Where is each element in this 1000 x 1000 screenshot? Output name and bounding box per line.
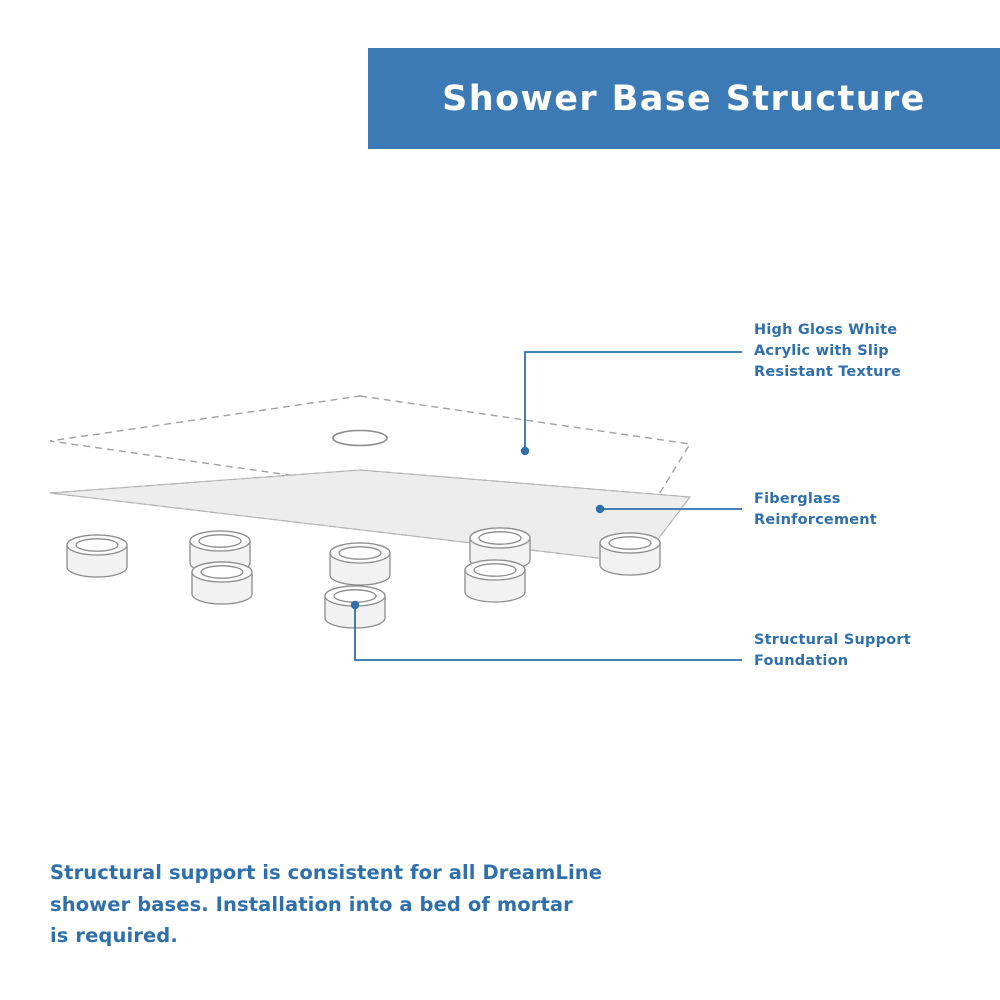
support-ring [600, 533, 660, 575]
callout-line: Structural Support [754, 632, 911, 648]
callout-line: Fiberglass [754, 491, 841, 507]
callout-line: Foundation [754, 653, 849, 670]
callout-line: Acrylic with Slip [754, 343, 889, 360]
callout-line: High Gloss White [754, 322, 898, 338]
callout-acrylic-surface [754, 320, 954, 383]
leader-dot-support [351, 601, 359, 609]
footnote [50, 857, 690, 952]
footnote-line: is required. [50, 924, 178, 948]
leader-line-support [355, 605, 742, 660]
drain-ellipse [333, 431, 387, 446]
callout-support-foundation [754, 630, 964, 672]
callout-line: Resistant Texture [754, 364, 902, 381]
support-ring [465, 560, 525, 602]
support-ring [330, 543, 390, 585]
leader-dot-fiberglass [596, 505, 604, 513]
callout-line: Reinforcement [754, 512, 877, 529]
footnote-line: Structural support is consistent for all DreamLine [50, 861, 603, 884]
support-ring [192, 562, 252, 604]
support-ring [67, 535, 127, 577]
footnote-line: shower bases. Installation into a bed of mortar [50, 892, 573, 916]
callout-fiberglass-layer [754, 489, 954, 531]
page-title: Shower Base Structure [442, 78, 926, 119]
leader-dot-acrylic [521, 447, 529, 455]
